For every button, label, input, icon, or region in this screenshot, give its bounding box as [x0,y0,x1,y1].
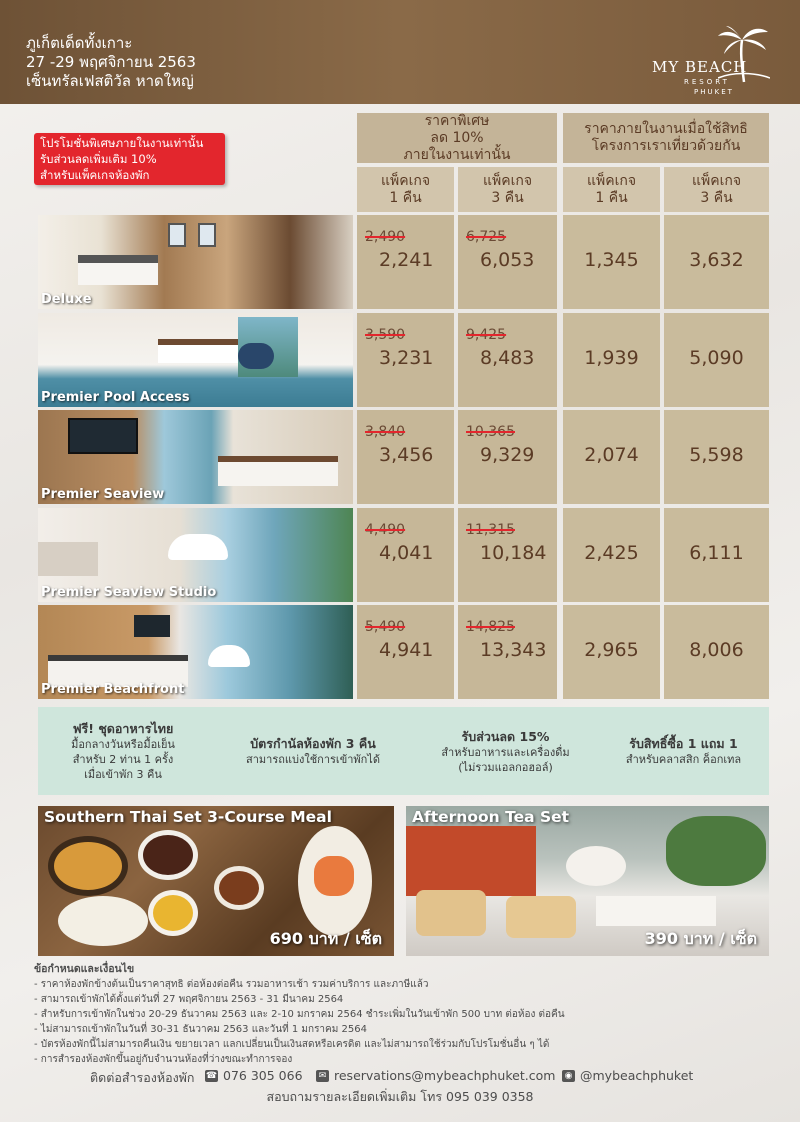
contact-phone[interactable] [205,1068,303,1083]
benefit-line: มื้อกลางวันหรือมื้อเย็น [71,738,175,751]
old-price: 14,825 [466,619,515,635]
program-price-header [563,113,769,163]
price-special-1n [357,508,454,602]
event-info [26,34,196,91]
pkg3-nights: 3 คืน [700,189,733,206]
benefit-discount [418,707,593,795]
price-program-1n [563,313,660,407]
benefit-title: รับสิทธิ์ซื้อ 1 แถม 1 [629,736,738,751]
price-special-3n [458,605,557,699]
benefit-line: สำหรับ 2 ท่าน 1 ครั้ง [72,753,174,766]
price-special-1n [357,410,454,504]
price-program-1n [563,215,660,309]
benefits-band [38,707,769,795]
promo-line-1: โปรโมชั่นพิเศษภายในงานเท่านั้น [40,136,204,150]
discounted-price: 3,456 [379,444,434,466]
pkg3-label: แพ็คเกจ [482,172,533,189]
old-price: 11,315 [466,522,515,538]
benefit-line: สำหรับคลาสสิก ค็อกเทล [625,753,742,766]
price-program-1n [563,410,660,504]
line-id: @mybeachphuket [580,1068,694,1083]
benefit-voucher [218,707,408,795]
special-header-line-1: ราคาพิเศษ [424,112,490,129]
program-pkg1-header [563,167,660,212]
email-icon: ✉ [316,1070,329,1082]
header-banner [0,0,800,104]
room-name: Premier Beachfront [41,682,185,697]
price-program-3n [664,508,769,602]
price-special-1n [357,215,454,309]
price-program-1n [563,605,660,699]
price-special-1n [357,313,454,407]
program-price: 3,632 [689,249,744,271]
event-dates: 27 -29 พฤศจิกายน 2563 [26,53,196,71]
email-address: reservations@mybeachphuket.com [334,1068,556,1083]
discounted-price: 10,184 [480,542,547,564]
benefit-line: (ไม่รวมแอลกอฮอล์) [458,760,553,774]
benefit-line: สำหรับอาหารและเครื่องดื่ม [441,745,570,759]
price-special-3n [458,508,557,602]
benefit-free-meal [38,707,208,795]
price-special-3n [458,215,557,309]
program-price: 5,090 [689,347,744,369]
discounted-price: 13,343 [480,639,547,661]
phone-number: 076 305 066 [223,1068,303,1083]
program-price: 8,006 [689,639,744,661]
terms-item: - บัตรห้องพักนี้ไม่สามารถคืนเงิน ขยายเวลา แลกเปลี่ยนเป็นเงินสดหรือเครดิต และไม่สามารถใช้ร่วมกับโปรโมชั่นอื่น ๆ ได้ [34,1039,550,1050]
room-name: Deluxe [41,292,92,307]
old-price: 5,490 [365,619,406,635]
terms-item: - ราคาห้องพักข้างต้นเป็นราคาสุทธิ ต่อห้องต่อคืน รวมอาหารเช้า รวมค่าบริการ และภาษีแล้ว [34,979,429,990]
room-photo-beachfront [38,605,353,699]
benefit-cocktail [598,707,769,795]
contact-label-text: ติดต่อสำรองห้องพัก [90,1070,195,1085]
resort-logo [648,26,776,100]
price-program-3n [664,215,769,309]
terms-item: - สำหรับการเข้าพักในช่วง 20-29 ธันวาคม 2563 และ 2-10 มกราคม 2564 ชำระเพิ่มในวันเข้าพัก 500 บาท ต่อห้อง ต่อคืน [34,1009,565,1020]
benefit-title: ฟรี! ชุดอาหารไทย [72,721,174,736]
logo-brand: MY BEACH [652,58,748,76]
price-special-3n [458,313,557,407]
phone-icon: ☎ [205,1070,218,1081]
benefit-title: บัตรกำนัลห้องพัก 3 คืน [250,736,376,751]
room-photo-pool-access [38,313,353,407]
room-name: Premier Pool Access [41,390,190,405]
promo-line-3: สำหรับแพ็คเกจห้องพัก [40,168,150,182]
program-price: 2,965 [584,639,639,661]
terms-title: ข้อกำหนดและเงื่อนไข [34,963,135,975]
program-price: 2,074 [584,444,639,466]
old-price: 9,425 [466,327,507,343]
contact-label [90,1068,195,1088]
program-price: 2,425 [584,542,639,564]
promo-line-2: รับส่วนลดเพิ่มเติม 10% [40,152,157,166]
price-program-3n [664,410,769,504]
event-venue: เซ็นทรัลเฟสติวัล หาดใหญ่ [26,72,194,90]
pkg1-label: แพ็คเกจ [586,172,637,189]
price-program-1n [563,508,660,602]
price-special-1n [357,605,454,699]
room-photo-seaview-studio [38,508,353,602]
old-price: 6,725 [466,229,507,245]
logo-city: PHUKET [694,88,734,96]
discounted-price: 2,241 [379,249,434,271]
old-price: 3,840 [365,424,406,440]
price-special-3n [458,410,557,504]
special-header-line-2: ลด 10% [430,129,484,146]
special-pkg3-header [458,167,557,212]
special-price-header [357,113,557,163]
program-price: 1,939 [584,347,639,369]
benefit-line: เมื่อเข้าพัก 3 คืน [84,768,162,781]
pkg1-nights: 1 คืน [389,189,422,206]
discounted-price: 6,053 [480,249,535,271]
old-price: 3,590 [365,327,406,343]
pkg1-nights: 1 คืน [595,189,628,206]
pkg1-label: แพ็คเกจ [380,172,431,189]
food-title: Afternoon Tea Set [412,808,570,826]
food-price: 690 บาท / เซ็ต [269,929,382,948]
event-title: ภูเก็ตเด็ดทั้งเกาะ [26,34,133,52]
discounted-price: 9,329 [480,444,535,466]
logo-resort: RESORT [684,78,730,86]
room-name: Premier Seaview [41,487,165,502]
discounted-price: 8,483 [480,347,535,369]
program-price: 5,598 [689,444,744,466]
terms-item: - สามารถเข้าพักได้ตั้งแต่วันที่ 27 พฤศจิกายน 2563 - 31 มีนาคม 2564 [34,994,344,1005]
room-name: Premier Seaview Studio [41,585,217,600]
room-photo-deluxe [38,215,353,309]
discounted-price: 3,231 [379,347,434,369]
pkg3-nights: 3 คืน [491,189,524,206]
benefit-line: สามารถแบ่งใช้การเข้าพักได้ [246,753,380,766]
food-price: 390 บาท / เซ็ต [644,929,757,948]
old-price: 4,490 [365,522,406,538]
food-title: Southern Thai Set 3-Course Meal [44,808,332,826]
benefit-title: รับส่วนลด 15% [461,728,550,744]
food-photo-afternoon-tea [406,806,769,956]
discounted-price: 4,041 [379,542,434,564]
food-photo-thai-set [38,806,394,956]
price-program-3n [664,313,769,407]
discounted-price: 4,941 [379,639,434,661]
room-photo-seaview [38,410,353,504]
line-chat-icon: ◉ [562,1070,575,1082]
program-header-line-1: ราคาภายในงานเมื่อใช้สิทธิ [584,121,748,137]
price-program-3n [664,605,769,699]
program-pkg3-header [664,167,769,212]
old-price: 2,490 [365,229,406,245]
program-price: 1,345 [584,249,639,271]
terms-and-conditions [34,962,565,1067]
special-header-line-3: ภายในงานเท่านั้น [403,146,511,163]
old-price: 10,365 [466,424,515,440]
contact-more-info: สอบถามรายละเอียดเพิ่มเติม โทร 095 039 0358 [266,1089,534,1104]
terms-item: - ไม่สามารถเข้าพักในวันที่ 30-31 ธันวาคม 2563 และวันที่ 1 มกราคม 2564 [34,1024,367,1035]
program-price: 6,111 [689,542,744,564]
terms-item: - การสำรองห้องพักขึ้นอยู่กับจำนวนห้องที่ว่างขณะทำการจอง [34,1054,293,1065]
contact-email[interactable] [316,1068,555,1083]
pkg3-label: แพ็คเกจ [691,172,742,189]
contact-line[interactable] [562,1068,693,1083]
special-pkg1-header [357,167,454,212]
program-header-line-2: โครงการเราเที่ยวด้วยกัน [591,138,741,154]
promo-tag [34,133,225,185]
